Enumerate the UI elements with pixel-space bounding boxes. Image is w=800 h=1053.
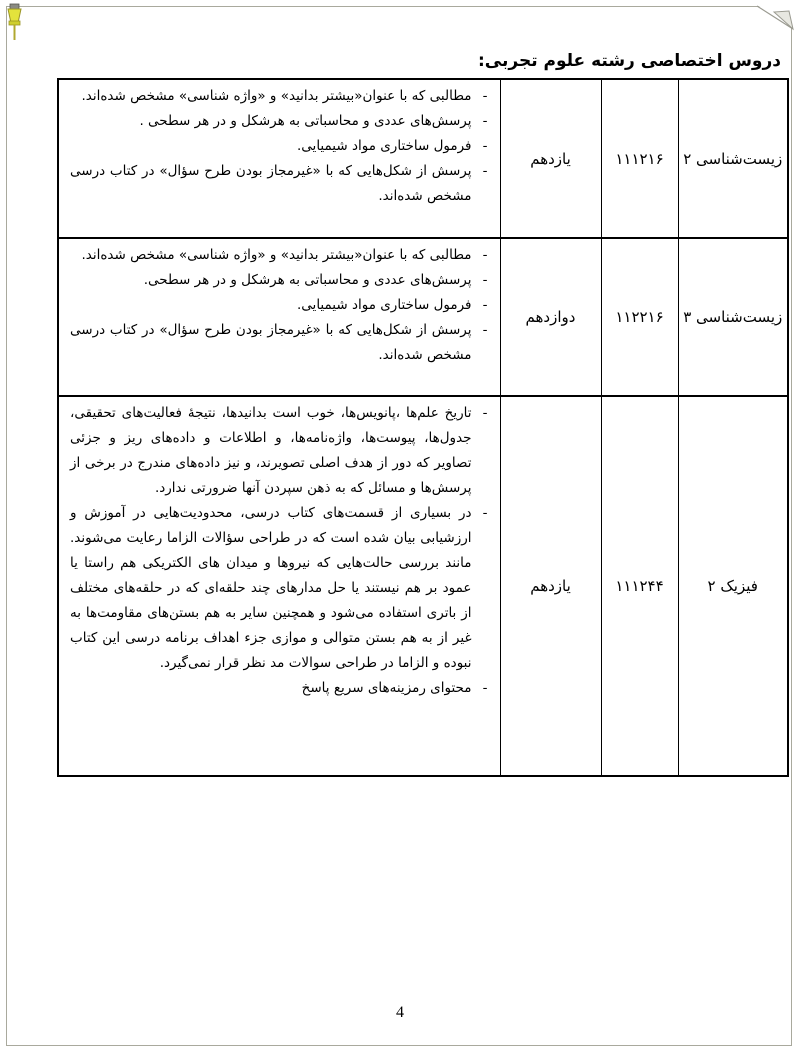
note-item: - تاریخ علم‌ها ،پانویس‌ها، خوب است بدانیدها، نتیجهٔ فعالیت‌های تحقیقی، جدول‌ها، پیوست‌ها، واژه‌نامه‌ها، و اطلاعات و داده‌های ریز و جزئی تصاویر که دور از هدف اصلی تصویرند، و نیز داده‌های مندرج در برخی از پرسش‌ها و مسائل که به ذهن سپردن آنها ضرورتی ندارد. — [70, 401, 472, 501]
notes-list — [68, 401, 494, 701]
course-code: ۱۱۱۲۱۶ — [601, 79, 678, 238]
course-notes — [58, 79, 500, 238]
note-item: - محتوای رمزینه‌های سریع پاسخ — [70, 676, 472, 701]
courses-table — [57, 78, 789, 777]
note-item: - در بسیاری از قسمت‌های کتاب درسی، محدودیت‌هایی در آموزش و ارزشیابی بیان شده است که در طراحی سؤالات الزاما رعایت می‌شوند. مانند بررسی حالت‌هایی که نیروها و میدان های الکتریکی هم راستا یا عمود بر هم نیستند یا حل مدارهای چند حلقه‌ای که در حلقه‌های مختلف از باتری استفاده می‌شود و همچنین سایر به هم بستن‌های مقاومت‌ها به غیر از به هم بستن متوالی و موازی جزء اهداف برنامه درسی این کتاب نبوده و الزاما در طراحی سوالات مد نظر قرار نمی‌گیرد. — [70, 501, 472, 676]
note-item: - فرمول ساختاری مواد شیمیایی. — [70, 134, 472, 159]
course-grade: یازدهم — [500, 396, 601, 776]
course-name: فیزیک ۲ — [678, 396, 788, 776]
course-notes — [58, 396, 500, 776]
course-grade: دوازدهم — [500, 238, 601, 396]
note-item: - پرسش از شکل‌هایی که با «غیرمجاز بودن طرح سؤال» در کتاب درسی مشخص شده‌اند. — [70, 318, 472, 368]
note-item: - پرسش‌های عددی و محاسباتی به هرشکل و در هر سطحی . — [70, 109, 472, 134]
table-row-biology3 — [58, 238, 788, 396]
folded-corner-icon — [750, 0, 800, 36]
table-row-physics2 — [58, 396, 788, 776]
course-name: زیست‌شناسی ۳ — [678, 238, 788, 396]
notes-list — [68, 84, 494, 209]
note-item: - مطالبی که با عنوان«بیشتر بدانید» و «واژه شناسی» مشخص شده‌اند. — [70, 243, 472, 268]
table-row-biology2 — [58, 79, 788, 238]
pushpin-icon — [4, 2, 26, 44]
page-title: دروس اختصاصی رشته علوم تجربی: — [477, 51, 781, 72]
note-item: - پرسش‌های عددی و محاسباتی به هرشکل و در هر سطحی. — [70, 268, 472, 293]
course-code: ۱۱۲۲۱۶ — [601, 238, 678, 396]
notes-list — [68, 243, 494, 368]
course-grade: یازدهم — [500, 79, 601, 238]
course-code: ۱۱۱۲۴۴ — [601, 396, 678, 776]
page-number: 4 — [396, 1004, 404, 1021]
course-notes — [58, 238, 500, 396]
note-item: - فرمول ساختاری مواد شیمیایی. — [70, 293, 472, 318]
note-item: - مطالبی که با عنوان«بیشتر بدانید» و «واژه شناسی» مشخص شده‌اند. — [70, 84, 472, 109]
course-name: زیست‌شناسی ۲ — [678, 79, 788, 238]
note-item: - پرسش از شکل‌هایی که با «غیرمجاز بودن طرح سؤال» در کتاب درسی مشخص شده‌اند. — [70, 159, 472, 209]
